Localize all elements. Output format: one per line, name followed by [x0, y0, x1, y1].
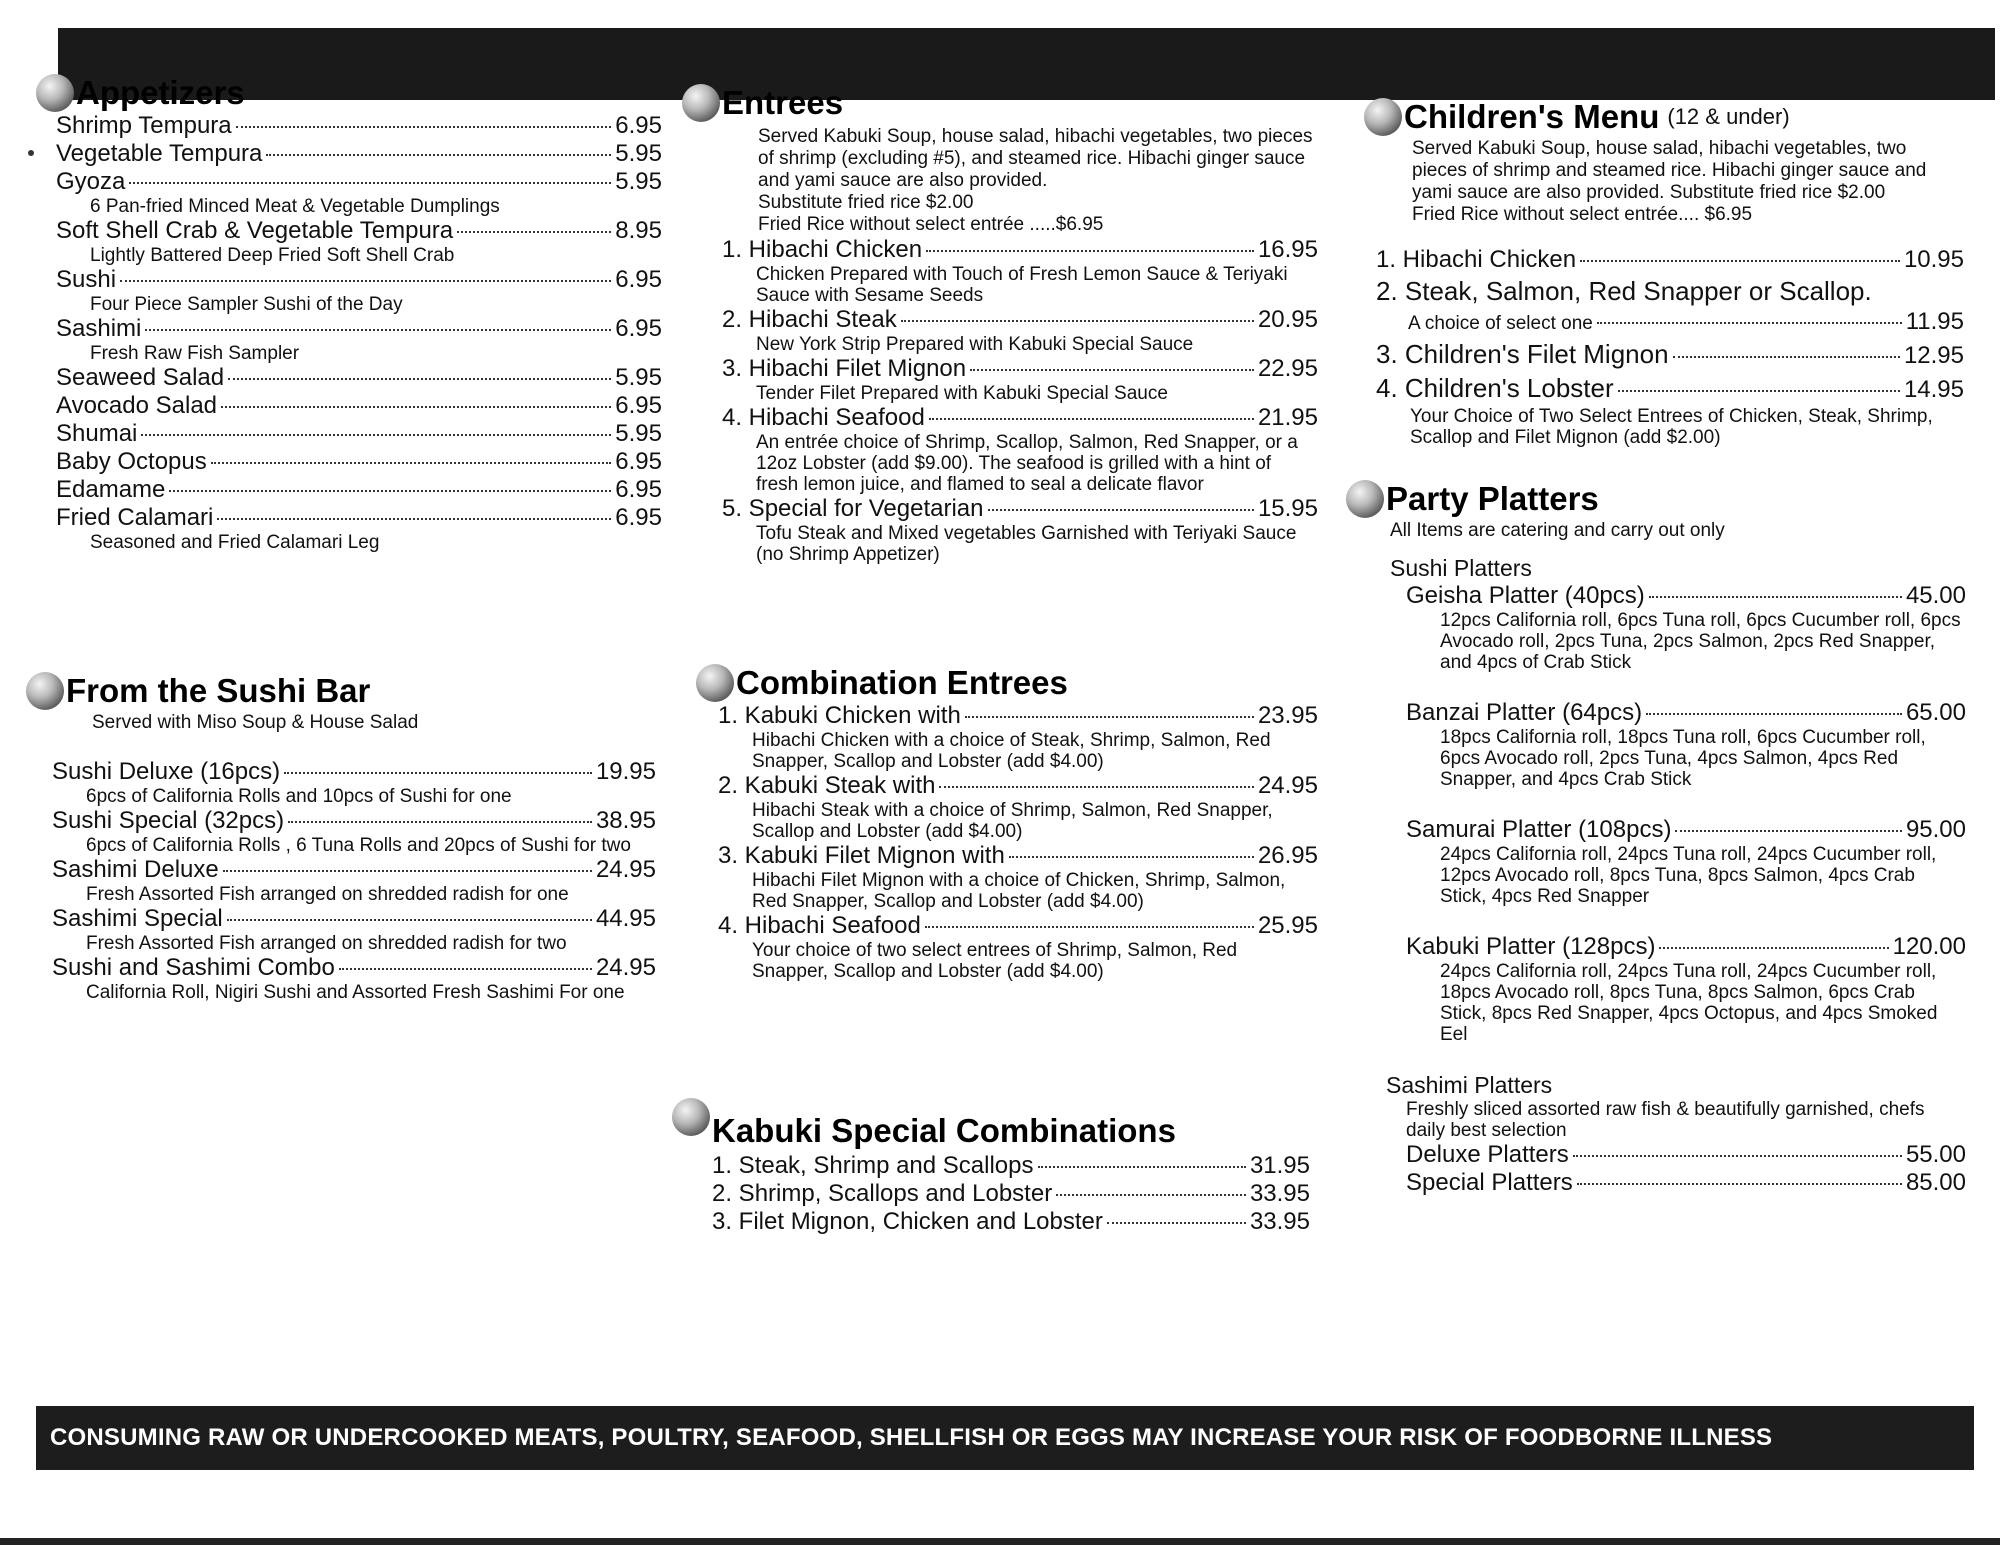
menu-item [712, 1180, 1310, 1208]
children-list [1364, 246, 1964, 448]
menu-item-name: 2. Shrimp, Scallops and Lobster [712, 1180, 1053, 1207]
menu-item-description: Hibachi Filet Mignon with a choice of Chicken, Shrimp, Salmon, Red Snapper, Scallop and Lobster (add $4.00) [752, 870, 1286, 912]
page-edge [0, 1538, 2000, 1545]
sushi-bar-header [26, 672, 656, 710]
children-item-4-desc: Your Choice of Two Select Entrees of Chicken, Steak, Shrimp, Scallop and Filet Mignon (add $2.00) [1410, 406, 1933, 448]
party-title: Party Platters [1386, 480, 1599, 517]
appetizers-title: Appetizers [76, 74, 245, 111]
menu-item-description: Hibachi Chicken with a choice of Steak, Shrimp, Salmon, Red Snapper, Scallop and Lobster (add $4.00) [752, 730, 1271, 772]
sushi-platters-label: Sushi Platters [1390, 555, 1532, 581]
menu-item-price: 15.95 [1257, 495, 1318, 522]
menu-item-name: Vegetable Tempura [56, 140, 263, 167]
combination-header [696, 664, 1318, 702]
section-bullet-icon [696, 664, 734, 702]
menu-item-name: 3. Kabuki Filet Mignon with [718, 842, 1005, 869]
menu-item-price: 19.95 [595, 758, 656, 785]
dot-leader [129, 182, 611, 184]
entrees-title: Entrees [722, 84, 844, 121]
menu-item-name: Geisha Platter (40pcs) [1406, 582, 1645, 609]
menu-item [56, 364, 662, 392]
menu-item-name: Seaweed Salad [56, 364, 225, 391]
menu-item-name: 3. Hibachi Filet Mignon [722, 355, 967, 382]
menu-item-name: Samurai Platter (108pcs) [1406, 816, 1672, 843]
menu-item-description: 6pcs of California Rolls and 10pcs of Sushi for one [86, 786, 512, 807]
menu-item-description: Seasoned and Fried Calamari Leg [90, 532, 380, 553]
menu-item-name: Sushi and Sashimi Combo [52, 954, 335, 981]
party-description: All Items are catering and carry out only [1390, 520, 1725, 541]
menu-item-name: Shumai [56, 420, 138, 447]
dot-leader [236, 126, 612, 128]
dot-leader [1675, 830, 1901, 832]
dot-leader [145, 329, 611, 331]
menu-item [52, 954, 656, 982]
menu-item-description: New York Strip Prepared with Kabuki Special Sauce [756, 334, 1194, 355]
menu-item-name: Sashimi Special [52, 905, 223, 932]
menu-item-price: 6.95 [615, 448, 662, 475]
menu-item [718, 702, 1318, 730]
menu-item-description: California Roll, Nigiri Sushi and Assorted Fresh Sashimi For one [86, 982, 625, 1003]
menu-item-name: Edamame [56, 476, 166, 503]
menu-item-price: 95.00 [1905, 816, 1966, 843]
menu-item-description: Fresh Assorted Fish arranged on shredded radish for two [86, 933, 567, 954]
dot-leader [223, 870, 592, 872]
menu-item [712, 1208, 1310, 1236]
children-desc-text: Served Kabuki Soup, house salad, hibachi vegetables, two pieces of shrimp and steamed rice. Hibachi ginger sauce and yami sauce are also provided. Substitute fried rice $2.00 [1412, 138, 1927, 203]
sashimi-list [1346, 1141, 1966, 1197]
menu-item [718, 772, 1318, 800]
menu-item-price: 65.00 [1905, 699, 1966, 726]
scan-speck [28, 150, 34, 156]
dot-leader [1056, 1194, 1246, 1196]
children-description [1364, 138, 1964, 226]
dot-leader [1038, 1166, 1246, 1168]
menu-item-price: 23.95 [1257, 702, 1318, 729]
menu-item [56, 140, 662, 168]
menu-item-price: 120.00 [1892, 933, 1966, 960]
appetizers-list [36, 112, 662, 553]
kabuki-special-header [672, 1084, 1310, 1150]
menu-item-name: Shrimp Tempura [56, 112, 232, 139]
menu-item-name: Sashimi Deluxe [52, 856, 219, 883]
children-subtitle: (12 & under) [1667, 104, 1790, 129]
kabuki-special-section [672, 1084, 1310, 1236]
menu-item [718, 842, 1318, 870]
dot-leader [217, 518, 611, 520]
menu-item [722, 404, 1318, 432]
section-bullet-icon [36, 74, 74, 112]
dot-leader [120, 280, 611, 282]
menu-item-price: 6.95 [615, 504, 662, 531]
menu-item-name: 1. Kabuki Chicken with [718, 702, 961, 729]
children-item-3: 3. Children's Filet Mignon 12.95 [1376, 339, 1964, 369]
section-bullet-icon [1346, 480, 1384, 518]
menu-item-price: 22.95 [1257, 355, 1318, 382]
sushi-bar-list [26, 758, 656, 1003]
menu-item [722, 306, 1318, 334]
menu-item [52, 807, 656, 835]
menu-item [722, 236, 1318, 264]
menu-item [56, 448, 662, 476]
children-item-2: 2. Steak, Salmon, Red Snapper or Scallop. [1376, 276, 1872, 306]
menu-item-name: Fried Calamari [56, 504, 214, 531]
entrees-note-no-entree: Fried Rice without select entrée .....$6.95 [758, 214, 1104, 235]
dot-leader [169, 490, 611, 492]
menu-item-name: Sashimi [56, 315, 142, 342]
menu-item [722, 355, 1318, 383]
sushi-bar-title: From the Sushi Bar [66, 672, 371, 709]
menu-item-name: Soft Shell Crab & Vegetable Tempura [56, 217, 454, 244]
menu-item-price: 26.95 [1257, 842, 1318, 869]
menu-item-name: 3. Filet Mignon, Chicken and Lobster [712, 1208, 1103, 1235]
menu-item-price: 55.00 [1905, 1141, 1966, 1168]
entrees-desc-text: Served Kabuki Soup, house salad, hibachi vegetables, two pieces of shrimp (excluding #5), and steamed rice. Hibachi ginger sauce and yami sauce are also provided. [758, 126, 1313, 191]
menu-item-name: 1. Hibachi Chicken [722, 236, 923, 263]
dot-leader [1577, 1183, 1902, 1185]
menu-item [1406, 1141, 1966, 1169]
menu-item-price: 24.95 [595, 856, 656, 883]
menu-item-name: Sushi Special (32pcs) [52, 807, 285, 834]
menu-item-price: 20.95 [1257, 306, 1318, 333]
menu-item-description: Chicken Prepared with Touch of Fresh Lemon Sauce & Teriyaki Sauce with Sesame Seeds [756, 264, 1288, 306]
menu-item [1406, 1169, 1966, 1197]
combination-section [696, 664, 1318, 982]
menu-item-description: Your choice of two select entrees of Shrimp, Salmon, Red Snapper, Scallop and Lobster (add $4.00) [752, 940, 1238, 982]
menu-item-price: 44.95 [595, 905, 656, 932]
menu-item-name: Gyoza [56, 168, 126, 195]
menu-item [56, 112, 662, 140]
dot-leader [288, 821, 592, 823]
menu-item-description: Fresh Assorted Fish arranged on shredded radish for one [86, 884, 569, 905]
kabuki-special-title: Kabuki Special Combinations [712, 1112, 1176, 1149]
menu-item-price: 33.95 [1249, 1208, 1310, 1235]
sushi-bar-section [26, 672, 656, 1003]
menu-item-name: Sushi [56, 266, 117, 293]
dot-leader [141, 434, 611, 436]
menu-item-name: 1. Steak, Shrimp and Scallops [712, 1152, 1034, 1179]
entrees-list [682, 236, 1318, 565]
menu-item [1406, 933, 1966, 961]
dot-leader [1009, 856, 1254, 858]
menu-item-price: 38.95 [595, 807, 656, 834]
dot-leader [227, 919, 592, 921]
menu-item [56, 315, 662, 343]
dot-leader [988, 509, 1254, 511]
menu-item-price: 24.95 [595, 954, 656, 981]
dot-leader [970, 369, 1254, 371]
dot-leader [926, 250, 1254, 252]
children-header [1364, 98, 1964, 136]
section-bullet-icon [26, 672, 64, 710]
menu-item [56, 266, 662, 294]
platter-list [1346, 582, 1966, 1071]
dot-leader [939, 786, 1253, 788]
sashimi-platters-label: Sashimi Platters [1386, 1072, 1553, 1098]
children-item-1: 1. Hibachi Chicken 10.95 [1376, 246, 1964, 273]
menu-item-price: 6.95 [615, 392, 662, 419]
children-item-4: 4. Children's Lobster 14.95 [1376, 373, 1964, 403]
health-warning-banner [36, 1406, 1974, 1470]
menu-item-name: 2. Hibachi Steak [722, 306, 897, 333]
menu-item-name: Avocado Salad [56, 392, 218, 419]
entrees-description [682, 126, 1318, 236]
sashimi-platters-desc: Freshly sliced assorted raw fish & beautifully garnished, chefs daily best selection [1406, 1099, 1925, 1141]
menu-item-description: Four Piece Sampler Sushi of the Day [90, 294, 403, 315]
menu-item-name: Special Platters [1406, 1169, 1573, 1196]
menu-item-price: 21.95 [1257, 404, 1318, 431]
menu-item [712, 1152, 1310, 1180]
menu-item-name: 4. Hibachi Seafood [722, 404, 925, 431]
menu-item-description: Hibachi Steak with a choice of Shrimp, Salmon, Red Snapper, Scallop and Lobster (add $4.00) [752, 800, 1273, 842]
menu-item [1406, 816, 1966, 844]
dot-leader [1107, 1222, 1246, 1224]
menu-item-name: Deluxe Platters [1406, 1141, 1569, 1168]
menu-item-description: 18pcs California roll, 18pcs Tuna roll, 6pcs Cucumber roll, 6pcs Avocado roll, 2pcs Tuna, 4pcs Salmon, 4pcs Red Snapper, and 4pcs Crab Stick [1440, 727, 1926, 790]
menu-item-name: 4. Hibachi Seafood [718, 912, 921, 939]
children-section [1364, 98, 1964, 448]
menu-item [56, 392, 662, 420]
kabuki-special-list [672, 1152, 1310, 1236]
dot-leader [221, 406, 611, 408]
menu-item-price: 5.95 [615, 420, 662, 447]
dot-leader [266, 154, 611, 156]
menu-item [52, 905, 656, 933]
menu-item-name: 2. Kabuki Steak with [718, 772, 936, 799]
menu-item-price: 31.95 [1249, 1152, 1310, 1179]
menu-item-price: 5.95 [615, 168, 662, 195]
entrees-note-fried-rice: Substitute fried rice $2.00 [758, 192, 974, 213]
appetizers-section [36, 74, 662, 553]
menu-item-description: Fresh Raw Fish Sampler [90, 343, 300, 364]
menu-item [56, 420, 662, 448]
menu-item-description: 6pcs of California Rolls , 6 Tuna Rolls and 20pcs of Sushi for two [86, 835, 631, 856]
combination-list [696, 702, 1318, 982]
children-item-2-choice: A choice of select one 11.95 [1408, 308, 1964, 335]
dot-leader [1573, 1155, 1902, 1157]
section-bullet-icon [672, 1098, 710, 1136]
dot-leader [1649, 596, 1902, 598]
menu-item [56, 504, 662, 532]
menu-item-description: 12pcs California roll, 6pcs Tuna roll, 6pcs Cucumber roll, 6pcs Avocado roll, 2pcs Tuna, 2pcs Salmon, 2pcs Red Snapper, and 4pcs of Crab Stick [1440, 610, 1961, 673]
menu-item [56, 217, 662, 245]
dot-leader [457, 231, 611, 233]
appetizers-header [36, 74, 662, 112]
dot-leader [1646, 713, 1902, 715]
menu-item [56, 476, 662, 504]
menu-item-description: Tender Filet Prepared with Kabuki Special Sauce [756, 383, 1168, 404]
menu-item-price: 6.95 [615, 266, 662, 293]
menu-item-price: 6.95 [615, 476, 662, 503]
menu-item [1406, 582, 1966, 610]
menu-item-description: Lightly Battered Deep Fried Soft Shell Crab [90, 245, 455, 266]
menu-item-description: 24pcs California roll, 24pcs Tuna roll, 24pcs Cucumber roll, 18pcs Avocado roll, 8pcs Tuna, 8pcs Salmon, 6pcs Crab Stick, 8pcs Red Snapper, 4pcs Octopus, and 4pcs Smoked Eel [1440, 961, 1938, 1045]
dot-leader [925, 926, 1254, 928]
children-title: Children's Menu [1404, 98, 1660, 135]
menu-item-description: 24pcs California roll, 24pcs Tuna roll, 24pcs Cucumber roll, 12pcs Avocado roll, 8pcs Tuna, 8pcs Salmon, 4pcs Crab Stick, 4pcs Red Snapper [1440, 844, 1937, 907]
menu-item-price: 6.95 [615, 315, 662, 342]
menu-item-description: 6 Pan-fried Minced Meat & Vegetable Dumplings [90, 196, 500, 217]
menu-item [718, 912, 1318, 940]
menu-item-price: 6.95 [615, 112, 662, 139]
menu-item-name: Kabuki Platter (128pcs) [1406, 933, 1656, 960]
menu-item [722, 495, 1318, 523]
menu-item-price: 24.95 [1257, 772, 1318, 799]
menu-item-price: 16.95 [1257, 236, 1318, 263]
menu-item-price: 33.95 [1249, 1180, 1310, 1207]
dot-leader [339, 968, 592, 970]
menu-item [52, 758, 656, 786]
menu-item-price: 45.00 [1905, 582, 1966, 609]
children-note: Fried Rice without select entrée.... $6.95 [1412, 204, 1753, 225]
menu-item-name: Banzai Platter (64pcs) [1406, 699, 1643, 726]
combination-title: Combination Entrees [736, 664, 1068, 701]
menu-item-description: Tofu Steak and Mixed vegetables Garnished with Teriyaki Sauce (no Shrimp Appetizer) [756, 523, 1297, 565]
dot-leader [228, 378, 611, 380]
menu-item [56, 168, 662, 196]
menu-item-price: 5.95 [615, 140, 662, 167]
menu-item-name: Sushi Deluxe (16pcs) [52, 758, 281, 785]
entrees-section [682, 84, 1318, 565]
menu-item-name: Baby Octopus [56, 448, 207, 475]
health-warning-text: CONSUMING RAW OR UNDERCOOKED MEATS, POULTRY, SEAFOOD, SHELLFISH OR EGGS MAY INCREASE YOUR RISK OF FOODBORNE ILLNESS [50, 1424, 1773, 1451]
dot-leader [1659, 947, 1888, 949]
menu-item-price: 5.95 [615, 364, 662, 391]
party-header [1346, 480, 1966, 518]
section-bullet-icon [1364, 98, 1402, 136]
menu-item-description: An entrée choice of Shrimp, Scallop, Salmon, Red Snapper, or a 12oz Lobster (add $9.00). The seafood is grilled with a hint of fresh lemon juice, and flamed to seal a delicate flavor [756, 432, 1298, 495]
dot-leader [929, 418, 1254, 420]
menu-item-name: 5. Special for Vegetarian [722, 495, 984, 522]
dot-leader [965, 716, 1254, 718]
dot-leader [901, 320, 1254, 322]
entrees-header [682, 84, 1318, 122]
party-section [1346, 480, 1966, 1197]
menu-item [52, 856, 656, 884]
menu-item-price: 85.00 [1905, 1169, 1966, 1196]
menu-item [1406, 699, 1966, 727]
sushi-bar-description: Served with Miso Soup & House Salad [92, 712, 419, 733]
section-bullet-icon [682, 84, 720, 122]
dot-leader [284, 772, 592, 774]
dot-leader [211, 462, 612, 464]
menu-item-price: 25.95 [1257, 912, 1318, 939]
menu-item-price: 8.95 [615, 217, 662, 244]
